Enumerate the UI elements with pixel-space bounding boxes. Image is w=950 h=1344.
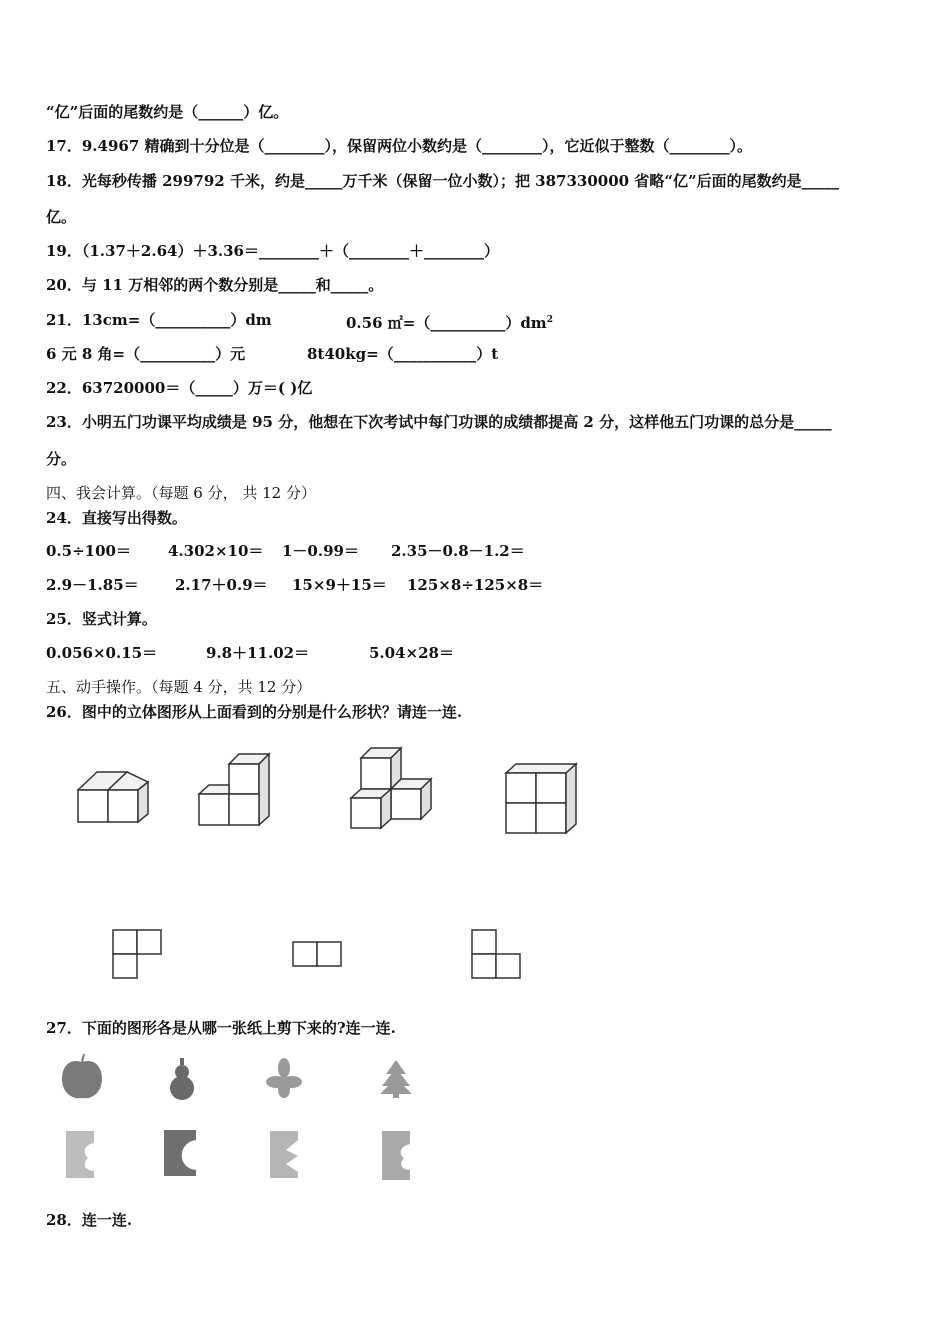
q21-b: 0.56 $㎡=(\_\_\_\_\_\_\_\_\_\_)dm^2$ [346, 314, 553, 332]
q23-line1: 23．小明五门功课平均成绩是 95 分，他想在下次考试中每门功课的成绩都提高 2 分，这样他五门功课的总分是_____ [46, 413, 832, 431]
top-view-two [293, 942, 341, 966]
q21-c: 6 元 8 角=（__________）元 [46, 345, 246, 363]
q16-tail: “亿”后面的尾数约是（______）亿。 [46, 103, 289, 121]
q26: 26．图中的立体图形从上面看到的分别是什么形状？请连一连. [46, 703, 463, 721]
q24-item: 2.17＋0.9＝ [175, 576, 268, 594]
q25-item: 5.04×28＝ [369, 644, 454, 662]
q24: 24．直接写出得数。 [46, 509, 187, 527]
paper-with-cutout [164, 1130, 196, 1176]
q20: 20．与 11 万相邻的两个数分别是_____和_____。 [46, 276, 384, 294]
q27: 27．下面的图形各是从哪一张纸上剪下来的?连一连. [46, 1019, 396, 1037]
q24-item: 15×9＋15＝ [292, 576, 387, 594]
paper-with-cutout [66, 1131, 94, 1178]
q21-d: 8t40kg=（___________）t [307, 345, 499, 363]
flower-cutout [266, 1058, 302, 1098]
q23-line2: 分。 [46, 450, 77, 468]
solid-block [506, 764, 576, 833]
paper-with-cutout [382, 1131, 410, 1180]
gourd-cutout [170, 1058, 194, 1100]
solid-l-shape [199, 754, 269, 825]
q25: 25．竖式计算。 [46, 610, 157, 628]
q21-a: 21．13cm=（__________）dm [46, 311, 272, 329]
q21-b-superscript: 2 [546, 315, 553, 325]
solid-two-cubes [78, 772, 148, 822]
q24-item: 4.302×10＝ [168, 542, 264, 560]
q18-line1: 18．光每秒传播 299792 千米，约是_____万千米（保留一位小数）；把 387330000 省略“亿”后面的尾数约是_____ [46, 172, 840, 190]
section-4-heading: 四、我会计算。（每题 6 分， 共 12 分） [46, 484, 316, 502]
top-view-step [472, 930, 520, 978]
q24-item: 125×8÷125×8＝ [407, 576, 544, 594]
q19: 19．（1.37＋2.64）＋3.36＝________＋（________＋________） [46, 242, 499, 260]
q24-item: 2.35－0.8－1.2＝ [391, 542, 525, 560]
q28: 28．连一连. [46, 1211, 133, 1229]
tree-cutout [380, 1060, 412, 1098]
q25-item: 9.8＋11.02＝ [206, 644, 310, 662]
q17: 17．9.4967 精确到十分位是（________），保留两位小数约是（________），它近似于整数（________）。 [46, 137, 753, 155]
q27-shapes [62, 1054, 412, 1180]
section-5-heading: 五、动手操作。（每题 4 分，共 12 分） [46, 678, 312, 696]
q22: 22．63720000＝（_____）万＝( )亿 [46, 379, 313, 397]
q18-line2: 亿。 [46, 208, 77, 226]
apple-cutout [62, 1054, 102, 1098]
q24-item: 2.9－1.85＝ [46, 576, 139, 594]
solid-stepped [351, 748, 431, 828]
top-view-l [113, 930, 161, 978]
q25-item: 0.056×0.15＝ [46, 644, 158, 662]
q24-item: 1－0.99＝ [282, 542, 359, 560]
paper-with-cutout [270, 1131, 298, 1178]
q24-item: 0.5÷100＝ [46, 542, 131, 560]
